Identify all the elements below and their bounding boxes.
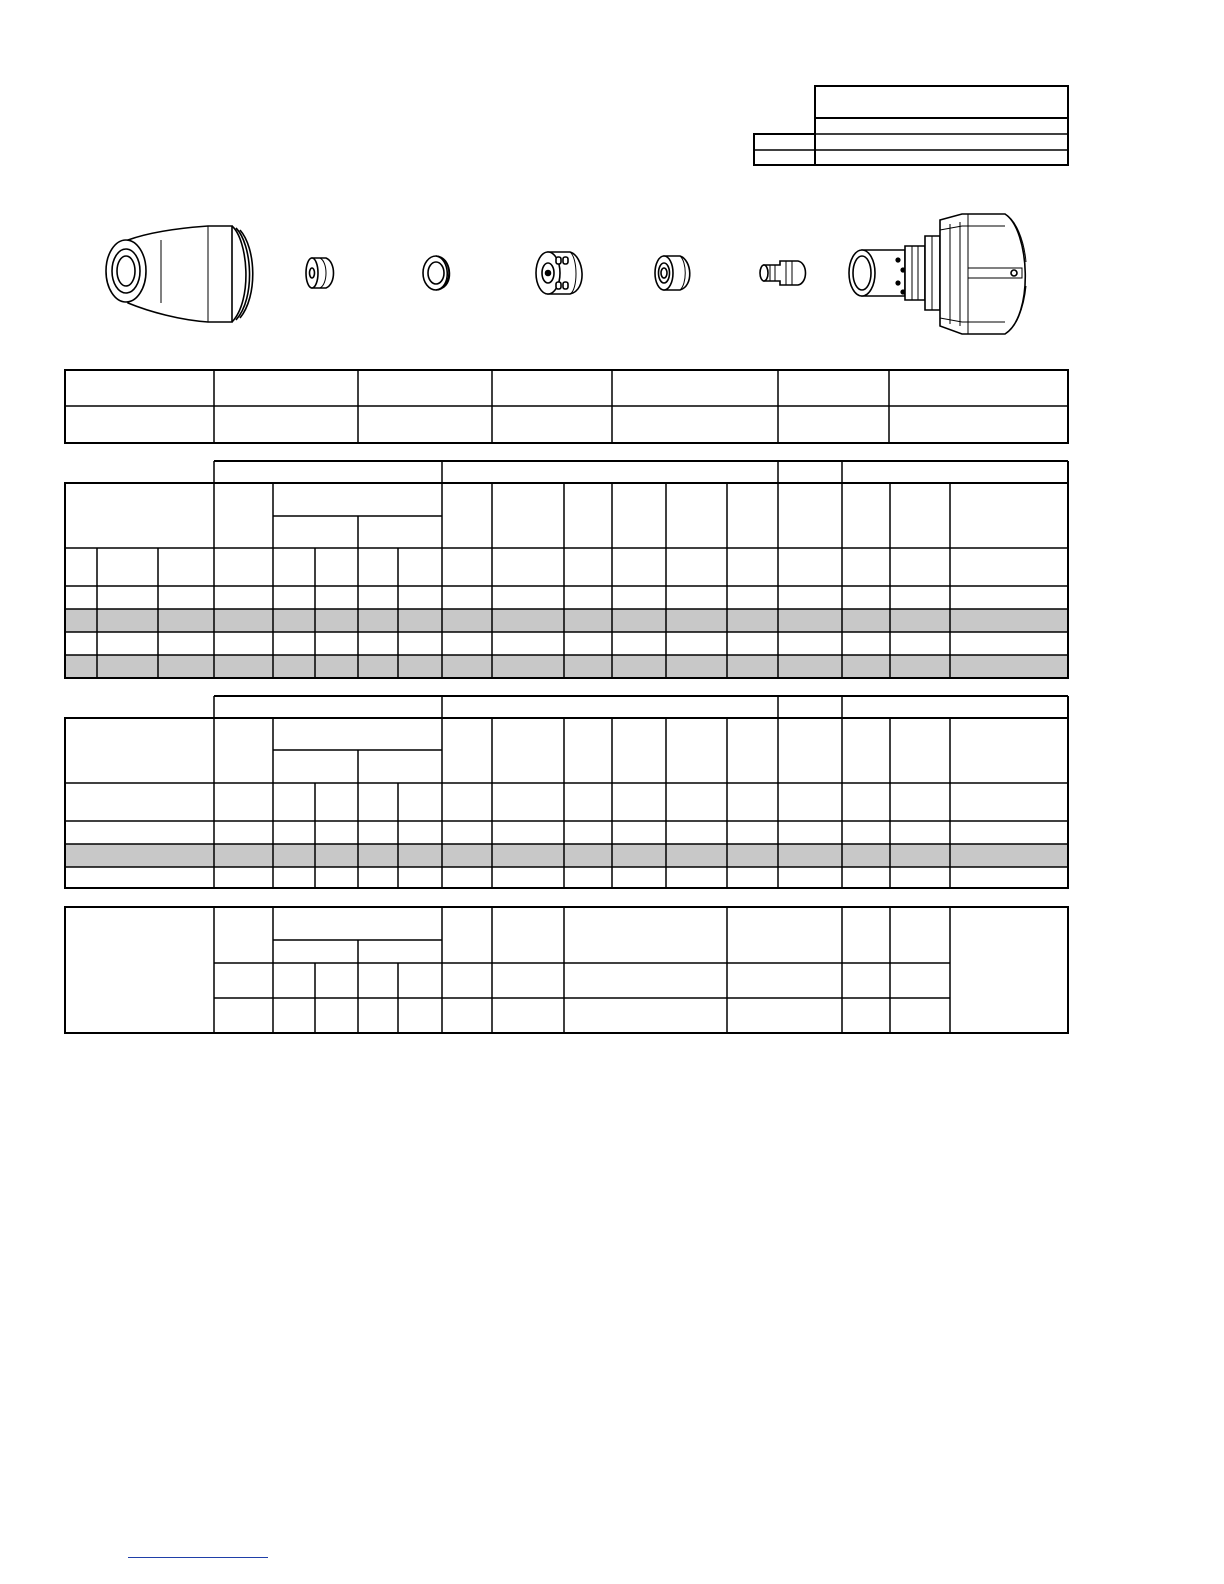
swirl-ring-icon [536, 252, 582, 294]
cut-chart-b [65, 696, 1068, 888]
footer-link-rule[interactable] [128, 1557, 268, 1558]
consumables-row [106, 214, 1026, 334]
header-box [754, 86, 1068, 165]
shield-ring-icon [423, 256, 450, 290]
cut-chart-a [65, 461, 1068, 678]
shaded-row [65, 655, 1068, 678]
shaded-row [65, 609, 1068, 632]
nozzle-icon [655, 256, 690, 290]
shield-icon [106, 226, 253, 322]
electrode-icon [760, 261, 806, 285]
torch-body-icon [849, 214, 1026, 334]
part-number-table [65, 370, 1068, 443]
nozzle-retaining-cap-icon [306, 258, 334, 288]
shaded-row [65, 844, 1068, 867]
bottom-table [65, 907, 1068, 1033]
